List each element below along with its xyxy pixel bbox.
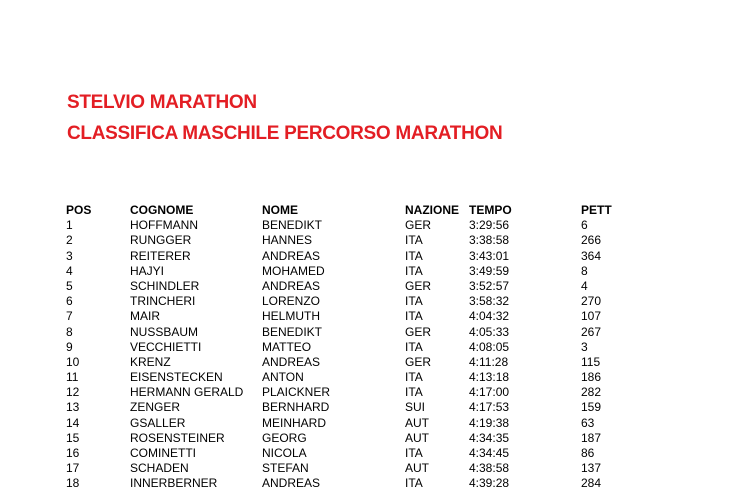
cell-nome: ANTON [262, 370, 304, 385]
cell-cognome: HERMANN GERALD [130, 385, 244, 400]
cell-pos: 9 [66, 339, 73, 354]
cell-nome: BENEDIKT [262, 324, 323, 339]
cell-nome: MEINHARD [262, 415, 327, 430]
cell-pett: 270 [581, 294, 602, 309]
cell-pett: 137 [581, 461, 602, 476]
cell-nazione: GER [405, 278, 432, 293]
cell-cognome: SCHADEN [130, 461, 189, 476]
cell-pett: 267 [581, 324, 602, 339]
cell-cognome: GSALLER [130, 415, 186, 430]
header-pett: PETT [581, 203, 612, 217]
cell-pos: 13 [66, 400, 80, 415]
table-header-row [0, 203, 741, 218]
cell-cognome: SCHINDLER [130, 278, 200, 293]
cell-tempo: 3:29:56 [469, 218, 510, 233]
cell-tempo: 4:17:53 [469, 400, 510, 415]
cell-pett: 3 [581, 339, 588, 354]
cell-nome: PLAICKNER [262, 385, 331, 400]
cell-pett: 284 [581, 476, 602, 491]
cell-pos: 2 [66, 233, 73, 248]
cell-cognome: EISENSTECKEN [130, 370, 223, 385]
cell-tempo: 4:04:32 [469, 309, 510, 324]
table-row [0, 279, 741, 294]
cell-pett: 115 [581, 354, 601, 369]
cell-nome: LORENZO [262, 294, 321, 309]
header-cognome: COGNOME [130, 203, 194, 217]
cell-pett: 159 [581, 400, 602, 415]
cell-cognome: KRENZ [130, 354, 171, 369]
cell-cognome: HAJYI [130, 263, 165, 278]
cell-cognome: HOFFMANN [130, 218, 198, 233]
cell-nazione: AUT [405, 415, 429, 430]
cell-nazione: GER [405, 218, 432, 233]
cell-nazione: ITA [405, 263, 423, 278]
cell-nazione: GER [405, 354, 432, 369]
header-pos: POS [66, 203, 92, 217]
cell-tempo: 4:13:18 [469, 370, 510, 385]
cell-cognome: INNERBERNER [130, 476, 218, 491]
cell-cognome: ROSENSTEINER [130, 430, 225, 445]
cell-nazione: ITA [405, 309, 423, 324]
cell-cognome: MAIR [130, 309, 160, 324]
cell-cognome: TRINCHERI [130, 294, 196, 309]
cell-pett: 266 [581, 233, 602, 248]
table-row [0, 340, 741, 355]
table-row [0, 431, 741, 446]
cell-tempo: 4:11:28 [469, 354, 509, 369]
header-tempo: TEMPO [469, 203, 512, 217]
cell-nome: ANDREAS [262, 248, 321, 263]
cell-nazione: ITA [405, 476, 423, 491]
table-row [0, 294, 741, 309]
cell-tempo: 3:49:59 [469, 263, 510, 278]
table-row [0, 249, 741, 264]
table-body [0, 218, 741, 491]
cell-pos: 1 [66, 218, 73, 233]
cell-pos: 12 [66, 385, 80, 400]
cell-nazione: AUT [405, 430, 429, 445]
cell-pett: 282 [581, 385, 602, 400]
document-title: STELVIO MARATHON [67, 92, 257, 113]
cell-tempo: 4:34:35 [469, 430, 510, 445]
cell-pett: 6 [581, 218, 588, 233]
cell-cognome: RUNGGER [130, 233, 192, 248]
table-row [0, 446, 741, 461]
cell-pett: 186 [581, 370, 602, 385]
cell-tempo: 3:58:32 [469, 294, 510, 309]
table-row [0, 385, 741, 400]
cell-pett: 63 [581, 415, 595, 430]
cell-pett: 107 [581, 309, 602, 324]
cell-pos: 5 [66, 278, 73, 293]
cell-nome: HANNES [262, 233, 313, 248]
cell-tempo: 3:43:01 [469, 248, 510, 263]
cell-nome: ANDREAS [262, 476, 321, 491]
cell-nazione: AUT [405, 461, 429, 476]
table-row [0, 309, 741, 324]
cell-pos: 14 [66, 415, 80, 430]
table-row [0, 233, 741, 248]
cell-pos: 6 [66, 294, 73, 309]
results-table [0, 203, 741, 492]
cell-pett: 364 [581, 248, 602, 263]
cell-pett: 8 [581, 263, 588, 278]
cell-tempo: 4:17:00 [469, 385, 510, 400]
cell-nome: HELMUTH [262, 309, 321, 324]
table-row [0, 264, 741, 279]
cell-tempo: 3:52:57 [469, 278, 510, 293]
table-row [0, 325, 741, 340]
cell-tempo: 4:38:58 [469, 461, 510, 476]
cell-nazione: ITA [405, 446, 423, 460]
cell-nazione: ITA [405, 385, 423, 400]
cell-pett: 86 [581, 446, 595, 460]
cell-pos: 4 [66, 263, 73, 278]
cell-pos: 8 [66, 324, 73, 339]
cell-pett: 187 [581, 430, 602, 445]
cell-pos: 7 [66, 309, 73, 324]
cell-pos: 10 [66, 354, 80, 369]
cell-pos: 16 [66, 446, 80, 460]
cell-cognome: COMINETTI [130, 446, 196, 460]
cell-nazione: ITA [405, 248, 423, 263]
cell-tempo: 3:38:58 [469, 233, 510, 248]
cell-pos: 11 [66, 370, 79, 385]
table-row [0, 461, 741, 476]
cell-pos: 3 [66, 248, 73, 263]
cell-pos: 17 [66, 461, 80, 476]
cell-nome: ANDREAS [262, 354, 321, 369]
cell-cognome: NUSSBAUM [130, 324, 199, 339]
cell-tempo: 4:34:45 [469, 446, 510, 460]
cell-cognome: VECCHIETTI [130, 339, 202, 354]
cell-cognome: ZENGER [130, 400, 181, 415]
cell-nazione: SUI [405, 400, 426, 415]
cell-tempo: 4:19:38 [469, 415, 510, 430]
cell-pett: 4 [581, 278, 588, 293]
table-row [0, 416, 741, 431]
cell-tempo: 4:39:28 [469, 476, 510, 491]
cell-tempo: 4:05:33 [469, 324, 510, 339]
cell-nazione: ITA [405, 339, 423, 354]
cell-nome: MOHAMED [262, 263, 325, 278]
document-subtitle: CLASSIFICA MASCHILE PERCORSO MARATHON [67, 123, 503, 144]
cell-nome: BERNHARD [262, 400, 330, 415]
cell-cognome: REITERER [130, 248, 191, 263]
table-row [0, 370, 741, 385]
cell-tempo: 4:08:05 [469, 339, 510, 354]
cell-nazione: GER [405, 324, 432, 339]
cell-nome: NICOLA [262, 446, 307, 460]
cell-nome: BENEDIKT [262, 218, 323, 233]
cell-nome: GEORG [262, 430, 307, 445]
table-row [0, 400, 741, 415]
table-row [0, 218, 741, 233]
header-nazione: NAZIONE [405, 203, 459, 217]
cell-nome: MATTEO [262, 339, 312, 354]
header-nome: NOME [262, 203, 298, 217]
table-row [0, 476, 741, 491]
cell-nazione: ITA [405, 233, 423, 248]
cell-pos: 18 [66, 476, 80, 491]
cell-nazione: ITA [405, 294, 423, 309]
cell-nazione: ITA [405, 370, 423, 385]
cell-nome: STEFAN [262, 461, 309, 476]
cell-pos: 15 [66, 430, 80, 445]
table-row [0, 355, 741, 370]
cell-nome: ANDREAS [262, 278, 321, 293]
